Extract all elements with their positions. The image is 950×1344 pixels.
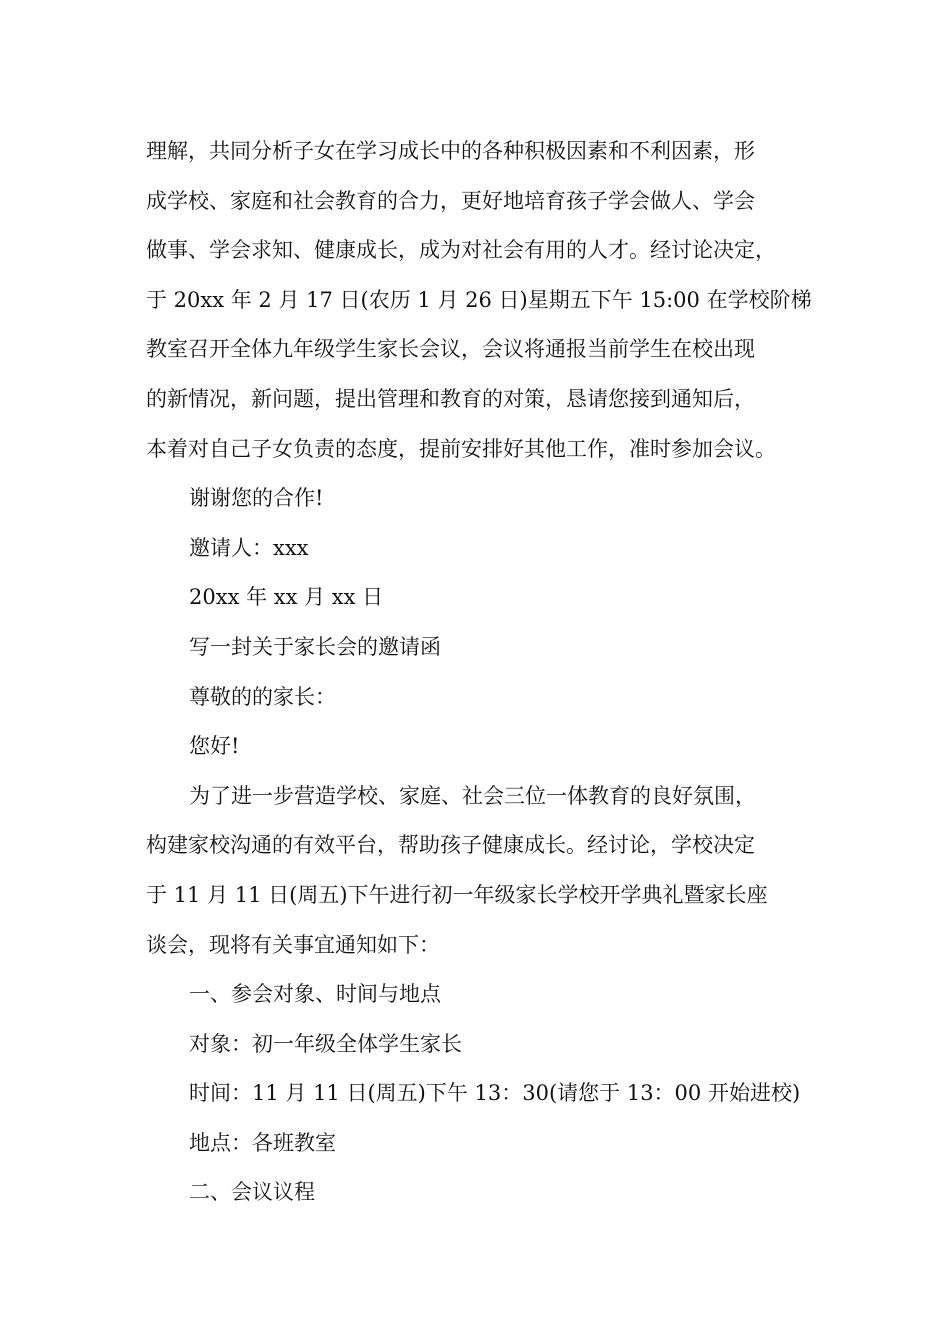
text-line: 于 11 月 11 日(周五)下午进行初一年级家长学校开学典礼暨家长座 <box>146 882 768 907</box>
text-line: 为了进一步营造学校、家庭、社会三位一体教育的良好氛围， <box>189 783 756 808</box>
text-line: 构建家校沟通的有效平台，帮助孩子健康成长。经讨论，学校决定 <box>146 833 755 858</box>
text-line: 教室召开全体九年级学生家长会议，会议将通报当前学生在校出现 <box>146 337 755 362</box>
text-line: 写一封关于家长会的邀请函 <box>189 634 441 659</box>
text-line: 地点：各班教室 <box>189 1130 336 1155</box>
text-line: 于 20xx 年 2 月 17 日(农历 1 月 26 日)星期五下午 15:00 在学校阶梯 <box>146 287 812 312</box>
text-line: 成学校、家庭和社会教育的合力，更好地培育孩子学会做人、学会 <box>146 188 755 213</box>
text-line: 20xx 年 xx 月 xx 日 <box>189 585 384 610</box>
text-line: 时间：11 月 11 日(周五)下午 13：30(请您于 13：00 开始进校) <box>189 1081 801 1106</box>
document-body <box>146 127 836 1218</box>
text-line: 做事、学会求知、健康成长，成为对社会有用的人才。经讨论决定， <box>146 238 776 263</box>
text-line: 邀请人：xxx <box>189 535 309 560</box>
text-line: 对象：初一年级全体学生家长 <box>189 1031 462 1056</box>
text-line: 理解，共同分析子女在学习成长中的各种积极因素和不利因素，形 <box>146 139 755 163</box>
text-line: 您好! <box>189 734 240 759</box>
text-line: 一、参会对象、时间与地点 <box>189 982 441 1007</box>
text-line: 尊敬的的家长： <box>189 684 336 709</box>
text-line: 本着对自己子女负责的态度，提前安排好其他工作，准时参加会议。 <box>146 436 776 461</box>
text-line: 的新情况，新问题，提出管理和教育的对策，恳请您接到通知后， <box>146 386 755 411</box>
text-line: 谢谢您的合作! <box>189 486 324 511</box>
text-line: 二、会议议程 <box>189 1180 315 1205</box>
text-line: 谈会，现将有关事宜通知如下： <box>146 932 440 957</box>
